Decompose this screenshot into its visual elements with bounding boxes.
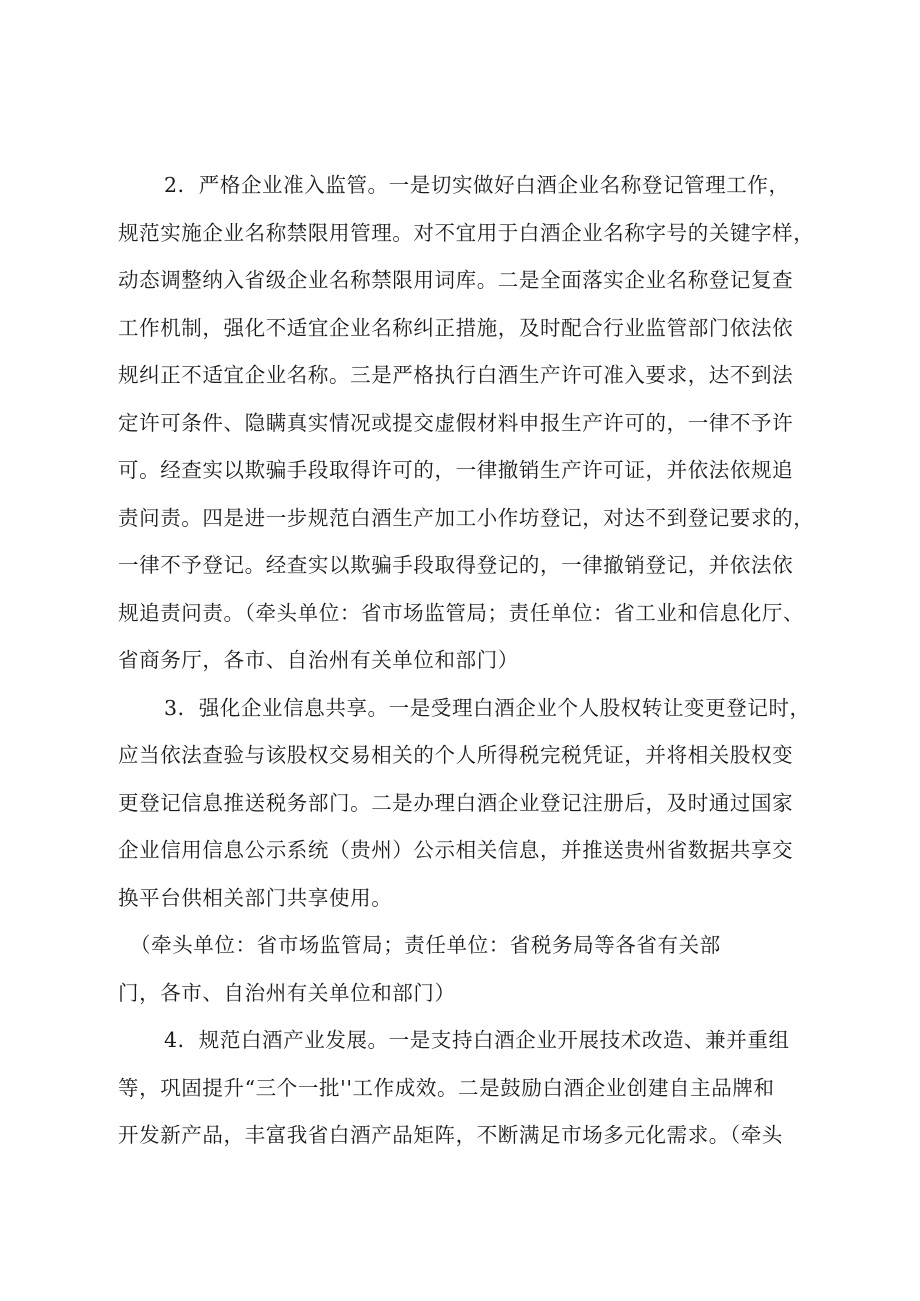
text-line: 换平台供相关部门共享使用。 (118, 886, 393, 910)
text-line: 应当依法查验与该股权交易相关的个人所得税完税凭证，并将相关股权变 (118, 743, 794, 767)
text-line: 门，各市、自治州有关单位和部门） (118, 981, 456, 1005)
text-line: 4．规范白酒产业发展。一是支持白酒企业开展技术改造、兼并重组 (164, 1028, 790, 1052)
text-line: 规追责问责。（牵头单位：省市场监管局；责任单位：省工业和信息化厅、 (118, 601, 805, 625)
text-line: 开发新产品，丰富我省白酒产品矩阵，不断满足市场多元化需求。（牵头 (118, 1123, 783, 1147)
text-line: 可。经查实以欺骗手段取得许可的，一律撤销生产许可证，并依法依规追 (118, 458, 794, 482)
text-line: （牵头单位：省市场监管局；责任单位：省税务局等各省有关部 (130, 933, 721, 957)
text-line: 等，巩固提升“三个一批''工作成效。二是鼓励白酒企业创建自主品牌和 (118, 1076, 775, 1100)
text-line: 规纠正不适宜企业名称。三是严格执行白酒生产许可准入要求，达不到法 (118, 363, 794, 387)
text-line: 企业信用信息公示系统（贵州）公示相关信息，并推送贵州省数据共享交 (118, 838, 794, 862)
text-line: 省商务厅，各市、自治州有关单位和部门） (118, 648, 519, 672)
text-line: 动态调整纳入省级企业名称禁限用词库。二是全面落实企业名称登记复查 (118, 268, 794, 292)
text-line: 规范实施企业名称禁限用管理。对不宜用于白酒企业名称字号的关键字样， (118, 221, 815, 245)
text-line: 责问责。四是进一步规范白酒生产加工小作坊登记，对达不到登记要求的， (118, 506, 815, 530)
text-line: 工作机制，强化不适宜企业名称纠正措施，及时配合行业监管部门依法依 (118, 316, 794, 340)
text-line: 3．强化企业信息共享。一是受理白酒企业个人股权转让变更登记时， (164, 696, 811, 720)
text-line: 2．严格企业准入监管。一是切实做好白酒企业名称登记管理工作， (164, 173, 790, 197)
text-line: 更登记信息推送税务部门。二是办理白酒企业登记注册后，及时通过国家 (118, 791, 794, 815)
text-line: 定许可条件、隐瞒真实情况或提交虚假材料申报生产许可的，一律不予许 (118, 411, 794, 435)
text-line: 一律不予登记。经查实以欺骗手段取得登记的，一律撤销登记，并依法依 (118, 553, 794, 577)
